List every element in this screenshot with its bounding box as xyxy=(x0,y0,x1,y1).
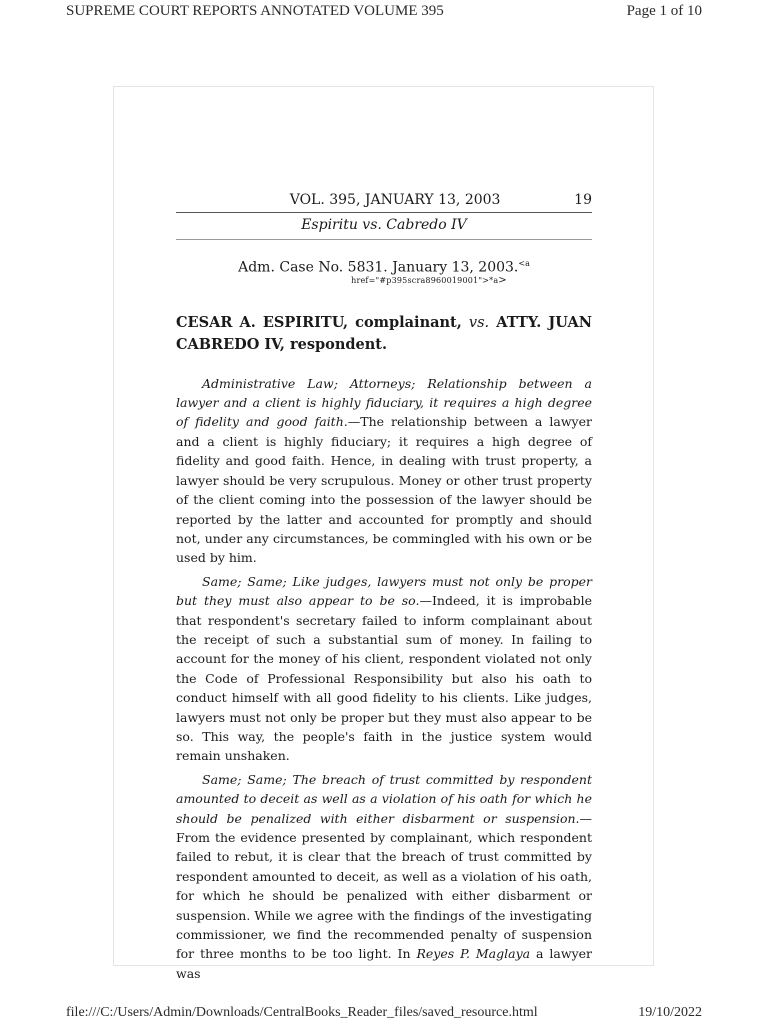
syllabus-text: —From the evidence presented by complainant, which respondent failed to rebut, it is clear that the breach of trust committed by respondent amounted to deceit, as well as a violation of his oath, for which he should be penalized with either disbarment or suspension. While we agree with the findings of the investigating commissioner, we find the recommended penalty of suspension for three months to be too light. In xyxy=(176,810,592,962)
syllabus-heading: Administrative Law; Attorneys; Relationship between a lawyer and a client is highly fiduciary, it requires a high degree of fidelity and good faith. xyxy=(176,375,592,430)
syllabus-heading: Same; Same; Like judges, lawyers must not only be proper but they must also appear to be so. xyxy=(176,573,592,609)
complainant-role: complainant, xyxy=(355,313,462,331)
respondent-role: respondent. xyxy=(290,335,388,353)
case-citation: Reyes P. Maglaya xyxy=(416,946,531,962)
running-head-title: VOL. 395, JANUARY 13, 2003 xyxy=(289,192,501,208)
print-footer-date: 19/10/2022 xyxy=(638,1005,702,1020)
href-fragment xyxy=(176,276,592,286)
href-fragment-caret: > xyxy=(498,274,507,286)
print-footer-url: file:///C:/Users/Admin/Downloads/CentralBooks_Reader_files/saved_resource.html xyxy=(66,1005,538,1020)
parties-block xyxy=(176,312,592,356)
footnote-marker[interactable]: <a xyxy=(518,259,530,268)
syllabus-heading: Same; Same; The breach of trust committed by respondent amounted to deceit as well as a violation of his oath for which he should be penalized with either disbarment or suspension. xyxy=(176,771,592,826)
syllabus-text-tail: a lawyer was xyxy=(176,946,593,981)
syllabus-text: —The relationship between a lawyer and a client is highly fiduciary; it requires a high degree of fidelity and good faith. Hence, in dealing with trust property, a lawyer should be very scrupulous. Money or other trust property of the client coming into the possession of the lawyer should be reported by the latter and accounted for promptly and should not, under any circumstances, be commingled with his own or be used by him. xyxy=(176,414,592,566)
print-header xyxy=(66,0,702,22)
adm-case-line xyxy=(176,256,592,276)
syllabus-text: —Indeed, it is improbable that respondent's secretary failed to inform complainant about the receipt of such a substantial sum of money. In failing to account for the money of his client, respondent violated not only the Code of Professional Responsibility but also his oath to conduct himself with all good fidelity to his clients. Like judges, lawyers must not only be proper but they must also appear to be so. This way, the people's faith in the justice system would remain unshaken. xyxy=(176,593,592,764)
print-footer xyxy=(66,1002,702,1024)
print-header-title: SUPREME COURT REPORTS ANNOTATED VOLUME 395 xyxy=(66,2,444,19)
syllabus xyxy=(176,374,592,984)
document-page xyxy=(113,86,654,981)
case-title: Espiritu vs. Cabredo IV xyxy=(176,213,592,240)
syllabus-paragraph xyxy=(176,770,592,983)
running-head-page-number: 19 xyxy=(574,192,592,208)
syllabus-paragraph xyxy=(176,374,592,568)
versus-label: vs. xyxy=(468,314,490,331)
adm-case-number: Adm. Case No. 5831. January 13, 2003. xyxy=(238,259,519,276)
running-head xyxy=(176,192,592,213)
syllabus-paragraph xyxy=(176,572,592,766)
respondent-name: ATTY. JUAN CABREDO IV, xyxy=(176,313,592,353)
print-header-page-count: Page 1 of 10 xyxy=(626,2,702,19)
page-content xyxy=(176,192,592,987)
complainant-name: CESAR A. ESPIRITU, xyxy=(176,313,349,331)
href-fragment-text: href="#p395scra8960019001">*a xyxy=(351,275,499,285)
